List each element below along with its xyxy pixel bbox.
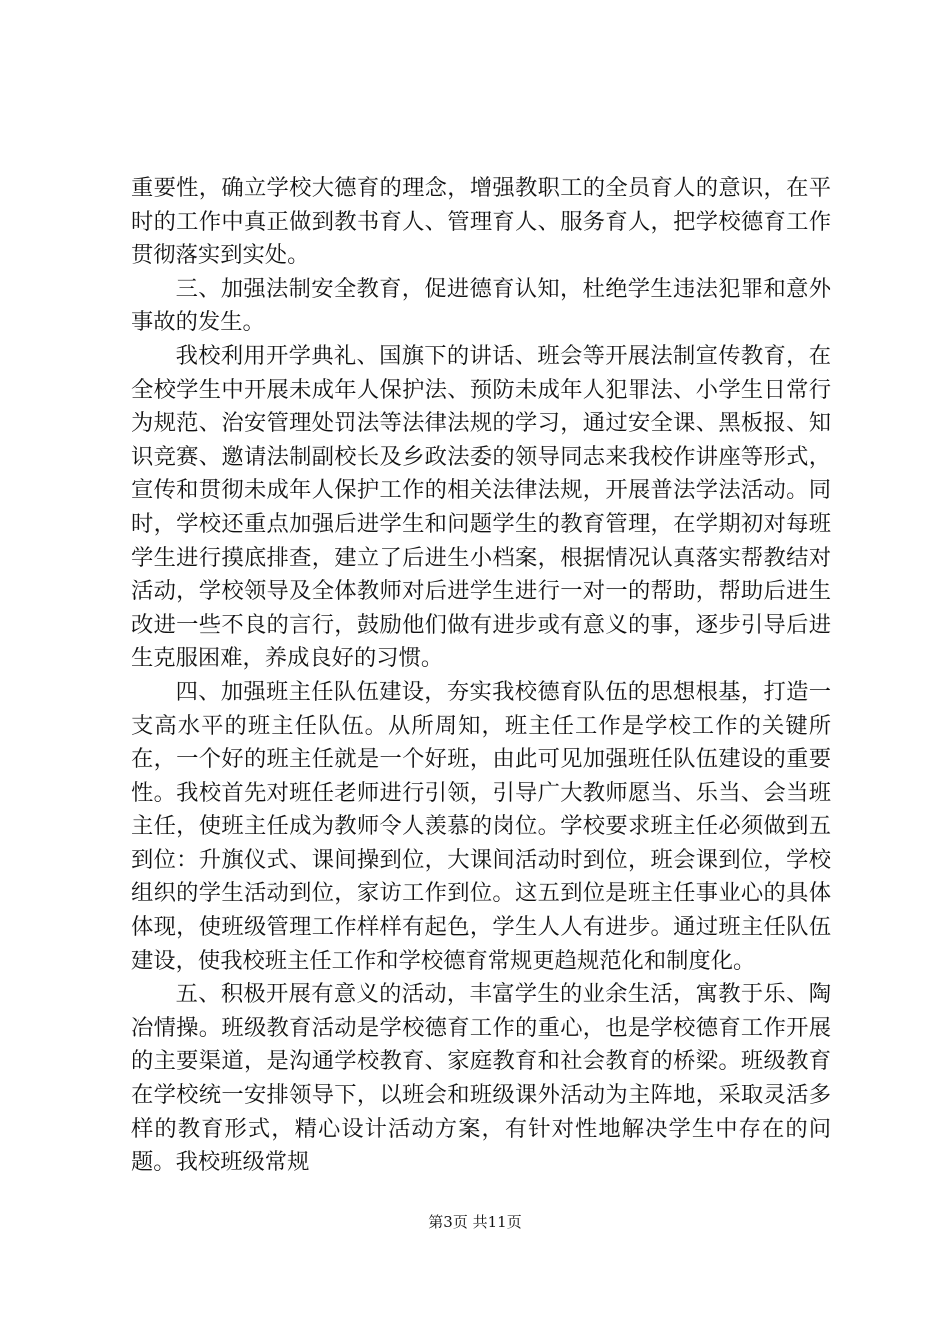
paragraph-4-heading-four: 四、加强班主任队伍建设，夯实我校德育队伍的思想根基，打造一支高水平的班主任队伍。从所周知，班主任工作是学校工作的关键所在，一个好的班主任就是一个好班，由此可见加强班任队伍建设的重要性。我校首先对班任老师进行引领，引导广大教师愿当、乐当、会当班主任，使班主任成为教师令人羡慕的岗位。学校要求班主任必须做到五到位：升旗仪式、课间操到位，大课间活动时到位，班会课到位，学校组织的学生活动到位，家访工作到位。这五到位是班主任事业心的具体体现，使班级管理工作样样有起色，学生人人有进步。通过班主任队伍建设，使我校班主任工作和学校德育常规更趋规范化和制度化。 (131, 678, 831, 974)
page-number-footer: 第3页 共11页 (428, 1213, 522, 1231)
document-body (131, 172, 831, 1180)
paragraph-5-heading-five: 五、积极开展有意义的活动，丰富学生的业余生活，寓教于乐、陶冶情操。班级教育活动是学校德育工作的重心，也是学校德育工作开展的主要渠道，是沟通学校教育、家庭教育和社会教育的桥梁。班级教育在学校统一安排领导下，以班会和班级课外活动为主阵地，采取灵活多样的教育形式，精心设计活动方案，有针对性地解决学生中存在的问题。我校班级常规 (131, 981, 831, 1176)
paragraph-1: 重要性，确立学校大德育的理念，增强教职工的全员育人的意识，在平时的工作中真正做到教书育人、管理育人、服务育人，把学校德育工作贯彻落实到实处。 (131, 175, 831, 269)
paragraph-3: 我校利用开学典礼、国旗下的讲话、班会等开展法制宣传教育，在全校学生中开展未成年人保护法、预防未成年人犯罪法、小学生日常行为规范、治安管理处罚法等法律法规的学习，通过安全课、黑板报、知识竞赛、邀请法制副校长及乡政法委的领导同志来我校作讲座等形式，宣传和贯彻未成年人保护工作的相关法律法规，开展普法学法活动。同时，学校还重点加强后进学生和问题学生的教育管理，在学期初对每班学生进行摸底排查，建立了后进生小档案，根据情况认真落实帮教结对活动，学校领导及全体教师对后进学生进行一对一的帮助，帮助后进生改进一些不良的言行，鼓励他们做有进步或有意义的事，逐步引导后进生克服困难，养成良好的习惯。 (131, 342, 831, 672)
paragraph-2-heading-three: 三、加强法制安全教育，促进德育认知，杜绝学生违法犯罪和意外事故的发生。 (131, 275, 831, 336)
